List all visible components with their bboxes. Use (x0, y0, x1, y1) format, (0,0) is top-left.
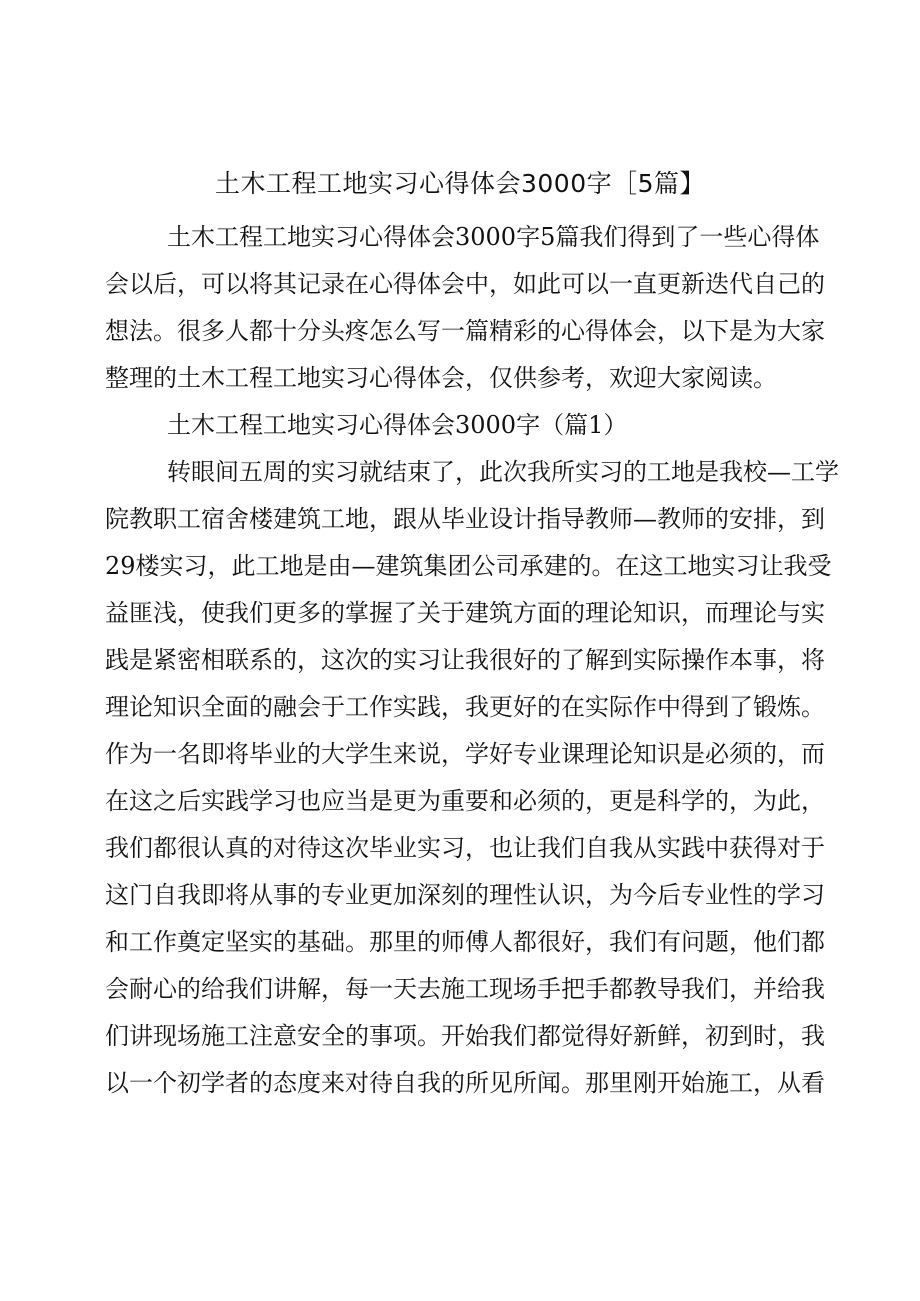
intro-line: 会以后，可以将其记录在心得体会中，如此可以一直更新迭代自己的 (105, 270, 825, 298)
intro-line: 土木工程工地实习心得体会3000字5篇我们得到了一些心得体 (167, 223, 820, 251)
section-line: 以一个初学者的态度来对待自我的所见所闻。那里刚开始施工，从看 (105, 1069, 825, 1097)
section-line: 29楼实习，此工地是由—建筑集团公司承建的。在这工地实习让我受 (105, 552, 832, 580)
section-line: 理论知识全面的融会于工作实践，我更好的在实际作中得到了锻炼。 (105, 693, 825, 721)
intro-line: 整理的土木工程工地实习心得体会，仅供参考，欢迎大家阅读。 (105, 364, 777, 392)
section-line: 践是紧密相联系的，这次的实习让我很好的了解到实际操作本事，将 (105, 646, 825, 674)
section-line: 们讲现场施工注意安全的事项。开始我们都觉得好新鲜，初到时，我 (105, 1022, 825, 1050)
section-paragraph (105, 449, 839, 1107)
intro-paragraph (105, 214, 825, 402)
section-line: 会耐心的给我们讲解，每一天去施工现场手把手都教导我们，并给我 (105, 975, 825, 1003)
section-line: 院教职工宿舍楼建筑工地，跟从毕业设计指导教师—教师的安排，到 (105, 505, 825, 533)
section-line: 在这之后实践学习也应当是更为重要和必须的，更是科学的，为此， (105, 787, 825, 815)
section-line: 我们都很认真的对待这次毕业实习，也让我们自我从实践中获得对于 (105, 834, 825, 862)
section-line: 转眼间五周的实习就结束了，此次我所实习的工地是我校—工学 (167, 458, 839, 486)
section-heading: 土木工程工地实习心得体会3000字（篇1） (167, 411, 628, 439)
intro-line: 想法。很多人都十分头疼怎么写一篇精彩的心得体会，以下是为大家 (105, 317, 825, 345)
section-line: 和工作奠定坚实的基础。那里的师傅人都很好，我们有问题，他们都 (105, 928, 825, 956)
section-line: 这门自我即将从事的专业更加深刻的理性认识，为今后专业性的学习 (105, 881, 825, 909)
section-heading-block (105, 402, 816, 449)
section-line: 益匪浅，使我们更多的掌握了关于建筑方面的理论知识，而理论与实 (105, 599, 825, 627)
document-title: 土木工程工地实习心得体会3000字［5篇】 (214, 169, 706, 198)
section-line: 作为一名即将毕业的大学生来说，学好专业课理论知识是必须的，而 (105, 740, 825, 768)
